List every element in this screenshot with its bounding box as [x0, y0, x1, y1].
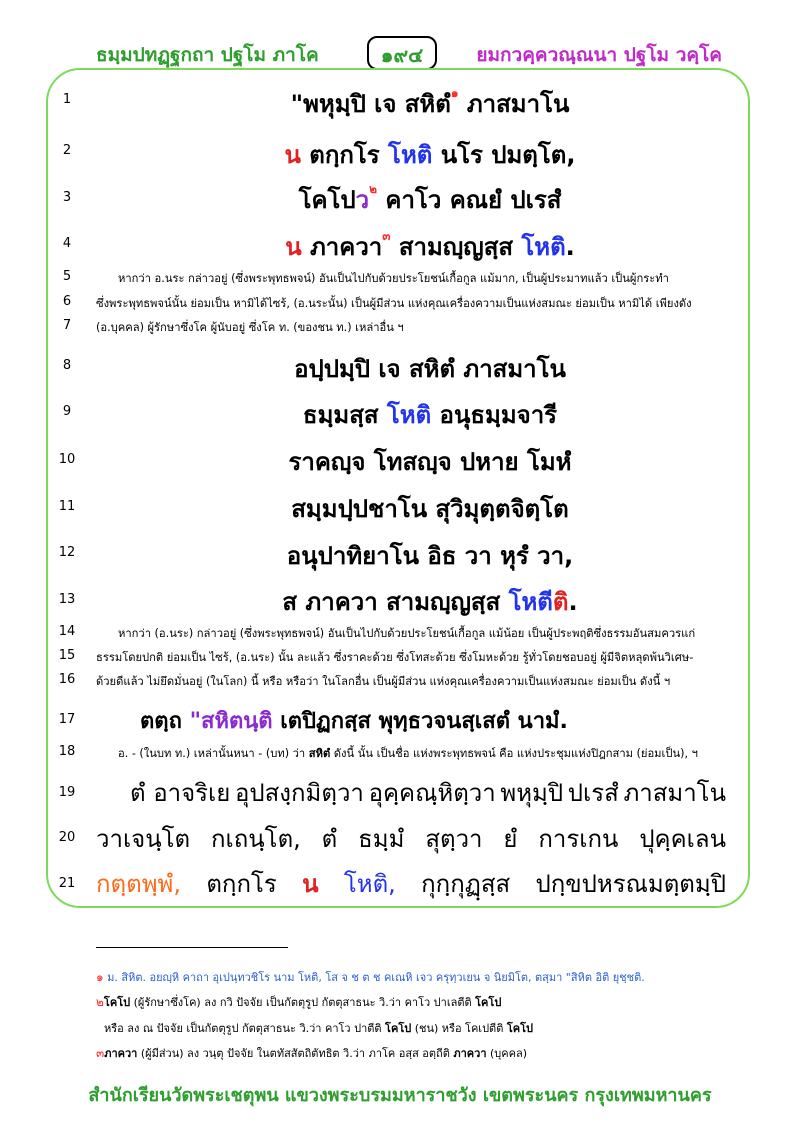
line-number: 6 [62, 294, 72, 309]
translation-line: (อ.บุคคล) ผู้รักษาซึ่งโค ผู้นับอยู่ ซึ่งโค ท. (ของชน ท.) เหล่าอื่น ฯ [96, 321, 404, 334]
verse-line: "พหุมฺปิ เจ สหิตํ$^๑$ ภาสมาโน [290, 86, 570, 118]
commentary-line: กตฺตพฺพํ, ตกฺกโร น โหติ, กุกฺกุฏฺสฺส ปกฺขปหรณมตฺตมฺปิ [96, 870, 726, 898]
verse-line: น ภาควา$^๓$ สามญฺญสฺส โหติ. [285, 229, 575, 261]
commentary-line: ตํ อาจริเย อุปสงฺกมิตฺวา อุคฺคณฺหิตฺวา พหุมฺปิ ปเรสํ ภาสมาโน [130, 779, 726, 807]
translation-line: ด้วยดีแล้ว ไม่ยึดมั่นอยู่ (ในโลก) นี้ หรือ หรือว่า ในโลกอื่น เป็นผู้มีส่วน แห่งคุณเครื่องความเป็นแห่งสมณะ ย่อมเป็น ดังนี้ ฯ [96, 675, 671, 688]
chapter-title: ยมกวคฺควณฺณนา ปฐโม วคฺโค [476, 44, 722, 66]
line-number: 11 [58, 499, 76, 514]
line-number: 15 [58, 648, 76, 663]
line-number: 12 [58, 545, 76, 560]
verse-line: สมฺมปฺปชาโน สุวิมุตฺตจิตฺโต [291, 495, 569, 523]
footnote-2: ๒โคโป (ผู้รักษาซึ่งโค) ลง กวิ ปัจจัย เป็นกัตตุรูป กัตตุสาธนะ วิ.ว่า คาโว ปาเลตีติ โคโป [96, 995, 502, 1009]
translation-line: ธรรมโดยปกติ ย่อมเป็น ไซร้, (อ.นระ) นั้น ละแล้ว ซึ่งราคะด้วย ซึ่งโทสะด้วย ซึ่งโมหะด้วย รู้ทั่วโดยชอบอยู่ ผู้มีจิตหลุดพ้นวิเศษ- [96, 651, 694, 664]
line-number: 17 [58, 712, 76, 727]
line-number: 18 [58, 744, 76, 759]
footnote-2-cont: หรือ ลง ณ ปัจจัย เป็นกัตตุรูป กัตตุสาธนะ วิ.ว่า คาโว ปาตีติ โคโป (ชน) หรือ โคเปตีติ โคโป [104, 1022, 534, 1035]
line-number: 14 [58, 624, 76, 639]
verse-line: อนุปาทิยาโน อิธ วา หุรํ วา, [286, 542, 574, 570]
footnote-divider [96, 947, 288, 948]
translation-line: หากว่า (อ.นระ) กล่าวอยู่ (ซึ่งพระพุทธพจน์) อันเป็นไปกับด้วยประโยชน์เกื้อกูล แม้น้อย เป็นผู้ประพฤติซึ่งธรรมอันสมควรแก่ [118, 627, 696, 640]
line-number: 13 [58, 592, 76, 607]
translation-line: ซึ่งพระพุทธพจน์นั้น ย่อมเป็น หามิได้ไซร้, (อ.นระนั้น) เป็นผู้มีส่วน แห่งคุณเครื่องความเป็นแห่งสมณะ ย่อมเป็น หามิได้ เพียงดัง [96, 297, 692, 310]
verse-line: โคโปว$^๒$ คาโว คณยํ ปเรสํ [298, 182, 562, 214]
line-number: 9 [62, 404, 72, 419]
footnote-1: ๑ ม. สิหิต. อยญฺหิ คาถา อุเปนฺทวชิโร นาม โหติ, โส จ ช ต ช คเณหิ เจว ครุทฺวเยน จ นิยมิโต, ตสฺมา "สิหิต อิติ ยุชฺชติ. [96, 970, 645, 984]
book-title: ธมฺมปทฏฺฐกถา ปฐโม ภาโค [96, 44, 319, 66]
line-number: 4 [62, 236, 72, 251]
line-number: 2 [62, 143, 72, 158]
line-number: 16 [58, 672, 76, 687]
line-number: 7 [62, 318, 72, 333]
translation-line: อ. - (ในบท ท.) เหล่านั้นหนา - (บท) ว่า สหิตํ ดังนี้ นั้น เป็นชื่อ แห่งพระพุทธพจน์ คือ แห่งประชุมแห่งปิฎกสาม (ย่อมเป็น), ฯ [118, 747, 698, 760]
verse-line: น ตกฺกโร โหติ นโร ปมตฺโต, [284, 141, 576, 169]
verse-line: ธมฺมสฺส โหติ อนุธมฺมจารี [302, 401, 558, 429]
line-number: 19 [58, 785, 76, 800]
line-number: 8 [62, 358, 72, 373]
line-number: 5 [62, 269, 72, 284]
verse-line: ราคญฺจ โทสญฺจ ปหาย โมหํ [288, 448, 572, 476]
line-number: 10 [58, 452, 76, 467]
commentary-line: ตตฺถ "สหิตนฺติ เตปิฏกสฺส พุทฺธวจนสฺเสตํ นามํ. [140, 709, 568, 734]
commentary-line: วาเจนฺโต กเถนฺโต, ตํ ธมฺมํ สุตฺวา ยํ การเกน ปุคฺคเลน [96, 825, 726, 853]
footnote-3: ๓ภาควา (ผู้มีส่วน) ลง วนฺตุ ปัจจัย ในตทัสสัตถิตัทธิต วิ.ว่า ภาโค อสฺส อตฺถีติ ภาควา (บุคคล) [96, 1046, 528, 1060]
footer: สำนักเรียนวัดพระเชตุพน แขวงพระบรมมหาราชวัง เขตพระนคร กรุงเทพมหานคร [88, 1085, 712, 1106]
verse-line: ส ภาควา สามญฺญสฺส โหตีติ. [282, 588, 578, 616]
line-number: 21 [58, 876, 76, 891]
translation-line: หากว่า อ.นระ กล่าวอยู่ (ซึ่งพระพุทธพจน์) อันเป็นไปกับด้วยประโยชน์เกื้อกูล แม้มาก, เป็นผู้ประมาทแล้ว เป็นผู้กระทำ [118, 272, 669, 285]
page-number: ๑๙๔ [367, 36, 437, 70]
verse-line: อปฺปมฺปิ เจ สหิตํ ภาสมาโน [294, 355, 566, 383]
line-number: 1 [62, 92, 72, 107]
line-number: 20 [58, 830, 76, 845]
line-number: 3 [62, 190, 72, 205]
